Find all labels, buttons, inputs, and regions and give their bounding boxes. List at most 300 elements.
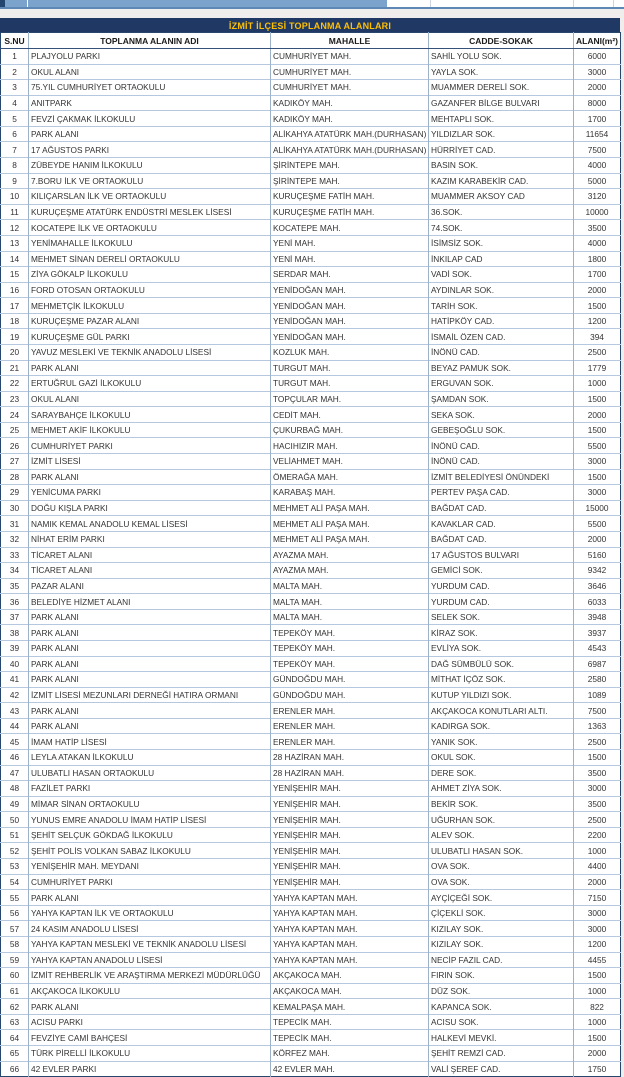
cell-cadde: DAĞ SÜMBÜLÜ SOK. [429, 656, 574, 672]
cell-cadde: KİRAZ SOK. [429, 625, 574, 641]
cell-area: 2000 [574, 282, 621, 298]
cell-sno: 19 [1, 329, 29, 345]
table-body [1, 49, 621, 1077]
cell-sno: 38 [1, 625, 29, 641]
cell-mahalle: ERENLER MAH. [271, 703, 429, 719]
table-row [1, 1046, 621, 1062]
cell-area: 1700 [574, 111, 621, 127]
table-row [1, 750, 621, 766]
cell-area: 6033 [574, 594, 621, 610]
cell-mahalle: YAHYA KAPTAN MAH. [271, 905, 429, 921]
cell-sno: 30 [1, 500, 29, 516]
cell-name: OKUL ALANI [29, 391, 271, 407]
cell-mahalle: TEPEKÖY MAH. [271, 625, 429, 641]
cell-mahalle: YENİ MAH. [271, 235, 429, 251]
cell-sno: 14 [1, 251, 29, 267]
table-row [1, 656, 621, 672]
cell-cadde: DÜZ SOK. [429, 983, 574, 999]
cell-area: 3120 [574, 189, 621, 205]
cell-area: 1089 [574, 687, 621, 703]
table-row [1, 111, 621, 127]
table-row [1, 516, 621, 532]
cell-mahalle: 42 EVLER MAH. [271, 1061, 429, 1077]
cell-mahalle: KADIKÖY MAH. [271, 111, 429, 127]
cell-name: ULUBATLI HASAN ORTAOKULU [29, 765, 271, 781]
cell-area: 10000 [574, 204, 621, 220]
cell-mahalle: TEPEKÖY MAH. [271, 656, 429, 672]
table-row [1, 812, 621, 828]
cell-sno: 23 [1, 391, 29, 407]
cell-sno: 44 [1, 718, 29, 734]
cell-area: 2000 [574, 407, 621, 423]
cell-sno: 11 [1, 204, 29, 220]
cell-cadde: GEBEŞOĞLU SOK. [429, 422, 574, 438]
cell-cadde: PERTEV PAŞA CAD. [429, 485, 574, 501]
table-row [1, 734, 621, 750]
cell-mahalle: MALTA MAH. [271, 578, 429, 594]
cell-area: 1500 [574, 1030, 621, 1046]
cell-sno: 25 [1, 422, 29, 438]
cell-area: 2580 [574, 672, 621, 688]
cell-sno: 57 [1, 921, 29, 937]
cell-area: 3000 [574, 454, 621, 470]
table-row [1, 718, 621, 734]
cell-cadde: 17 AĞUSTOS BULVARI [429, 547, 574, 563]
cell-sno: 39 [1, 640, 29, 656]
cell-cadde: ACISU SOK. [429, 1014, 574, 1030]
cell-mahalle: YENİŞEHİR MAH. [271, 812, 429, 828]
cell-area: 5500 [574, 516, 621, 532]
cell-cadde: AYÇİÇEĞİ SOK. [429, 890, 574, 906]
cell-cadde: ÇİÇEKLİ SOK. [429, 905, 574, 921]
cell-mahalle: YENİDOĞAN MAH. [271, 282, 429, 298]
cell-cadde: OVA SOK. [429, 859, 574, 875]
table-row [1, 298, 621, 314]
table-row [1, 360, 621, 376]
cell-mahalle: TEPECİK MAH. [271, 1030, 429, 1046]
cell-mahalle: YENİDOĞAN MAH. [271, 329, 429, 345]
cell-cadde: ULUBATLI HASAN SOK. [429, 843, 574, 859]
cell-area: 9342 [574, 563, 621, 579]
cell-name: LEYLA ATAKAN İLKOKULU [29, 750, 271, 766]
table-row [1, 563, 621, 579]
cell-area: 1200 [574, 936, 621, 952]
cell-cadde: İZMİT BELEDİYESİ ÖNÜNDEKİ [429, 469, 574, 485]
cell-area: 6000 [574, 49, 621, 65]
cell-name: PARK ALANI [29, 656, 271, 672]
table-row [1, 781, 621, 797]
cell-sno: 22 [1, 376, 29, 392]
table-row [1, 765, 621, 781]
table-row [1, 173, 621, 189]
cell-sno: 12 [1, 220, 29, 236]
cell-cadde: İNÖNÜ CAD. [429, 344, 574, 360]
cell-name: MEHMET SİNAN DERELİ ORTAOKULU [29, 251, 271, 267]
cell-mahalle: 28 HAZİRAN MAH. [271, 765, 429, 781]
cell-name: YAHYA KAPTAN ANADOLU LİSESİ [29, 952, 271, 968]
table-row [1, 235, 621, 251]
cell-mahalle: MALTA MAH. [271, 594, 429, 610]
cell-cadde: KAVAKLAR CAD. [429, 516, 574, 532]
cell-mahalle: CEDİT MAH. [271, 407, 429, 423]
cell-cadde: MUAMMER DERELİ SOK. [429, 80, 574, 96]
cell-name: NAMIK KEMAL ANADOLU KEMAL LİSESİ [29, 516, 271, 532]
table-row [1, 936, 621, 952]
cell-sno: 8 [1, 158, 29, 174]
cell-name: 7.BORU İLK VE ORTAOKULU [29, 173, 271, 189]
cell-area: 3000 [574, 64, 621, 80]
cell-name: PARK ALANI [29, 469, 271, 485]
cell-sno: 7 [1, 142, 29, 158]
cell-cadde: VADİ SOK. [429, 267, 574, 283]
cell-area: 4543 [574, 640, 621, 656]
cell-sno: 21 [1, 360, 29, 376]
cell-name: YAHYA KAPTAN MESLEKİ VE TEKNİK ANADOLU LİSESİ [29, 936, 271, 952]
cell-area: 4000 [574, 158, 621, 174]
cell-name: İZMİT LİSESİ [29, 454, 271, 470]
table-row [1, 49, 621, 65]
cell-sno: 64 [1, 1030, 29, 1046]
cell-sno: 29 [1, 485, 29, 501]
column-header-mahalle: MAHALLE [271, 33, 429, 49]
cell-mahalle: YENİ MAH. [271, 251, 429, 267]
table-row [1, 843, 621, 859]
cell-area: 2000 [574, 531, 621, 547]
cell-sno: 1 [1, 49, 29, 65]
cell-name: 75.YIL CUMHURİYET ORTAOKULU [29, 80, 271, 96]
cell-area: 1500 [574, 391, 621, 407]
cell-mahalle: YENİDOĞAN MAH. [271, 298, 429, 314]
cell-mahalle: KOCATEPE MAH. [271, 220, 429, 236]
cell-name: ŞEHİT POLİS VOLKAN SABAZ İLKOKULU [29, 843, 271, 859]
cell-mahalle: SERDAR MAH. [271, 267, 429, 283]
table-row [1, 282, 621, 298]
table-row [1, 64, 621, 80]
cell-area: 4400 [574, 859, 621, 875]
cell-mahalle: YAHYA KAPTAN MAH. [271, 936, 429, 952]
cell-area: 1500 [574, 750, 621, 766]
cell-mahalle: ALİKAHYA ATATÜRK MAH.(DURHASAN) [271, 126, 429, 142]
cell-mahalle: TURGUT MAH. [271, 376, 429, 392]
table-row [1, 1014, 621, 1030]
cell-cadde: KAPANCA SOK. [429, 999, 574, 1015]
cell-area: 3000 [574, 921, 621, 937]
cell-sno: 49 [1, 796, 29, 812]
table-row [1, 999, 621, 1015]
table-row [1, 1030, 621, 1046]
cell-cadde: YURDUM CAD. [429, 578, 574, 594]
selected-cells-band [0, 0, 387, 7]
cell-name: PAZAR ALANI [29, 578, 271, 594]
cell-area: 15000 [574, 500, 621, 516]
cell-name: FEVZİ ÇAKMAK İLKOKULU [29, 111, 271, 127]
cell-cadde: KIZILAY SOK. [429, 921, 574, 937]
cropped-spreadsheet-row [0, 0, 624, 9]
cell-mahalle: KÖRFEZ MAH. [271, 1046, 429, 1062]
cell-sno: 53 [1, 859, 29, 875]
table-row [1, 968, 621, 984]
table-row [1, 859, 621, 875]
cell-cadde: AHMET ZİYA SOK. [429, 781, 574, 797]
cell-mahalle: AYAZMA MAH. [271, 563, 429, 579]
cell-name: PARK ALANI [29, 640, 271, 656]
cell-sno: 27 [1, 454, 29, 470]
table-row [1, 422, 621, 438]
cell-cadde: SAHİL YOLU SOK. [429, 49, 574, 65]
cell-mahalle: KOZLUK MAH. [271, 344, 429, 360]
assembly-areas-table [0, 18, 620, 1077]
cell-name: PARK ALANI [29, 360, 271, 376]
cell-name: AKÇAKOCA İLKOKULU [29, 983, 271, 999]
cell-area: 5500 [574, 438, 621, 454]
cell-sno: 54 [1, 874, 29, 890]
cell-mahalle: GÜNDOĞDU MAH. [271, 672, 429, 688]
cell-mahalle: ALİKAHYA ATATÜRK MAH.(DURHASAN) [271, 142, 429, 158]
cell-area: 3500 [574, 796, 621, 812]
cell-cadde: KUTUP YILDIZI SOK. [429, 687, 574, 703]
cell-sno: 66 [1, 1061, 29, 1077]
cell-sno: 5 [1, 111, 29, 127]
cell-name: YAVUZ MESLEKİ VE TEKNİK ANADOLU LİSESİ [29, 344, 271, 360]
cell-mahalle: TEPECİK MAH. [271, 1014, 429, 1030]
table-row [1, 95, 621, 111]
cell-cadde: MEHTAPLI SOK. [429, 111, 574, 127]
cell-area: 1500 [574, 298, 621, 314]
cell-cadde: GEMİCİ SOK. [429, 563, 574, 579]
cell-sno: 9 [1, 173, 29, 189]
table-row [1, 547, 621, 563]
cell-sno: 61 [1, 983, 29, 999]
cell-sno: 13 [1, 235, 29, 251]
table-row [1, 796, 621, 812]
cell-mahalle: HACIHIZIR MAH. [271, 438, 429, 454]
cell-name: 24 KASIM ANADOLU LİSESİ [29, 921, 271, 937]
cell-sno: 43 [1, 703, 29, 719]
table-title: İZMİT İLÇESİ TOPLANMA ALANLARI [0, 18, 620, 32]
cell-area: 1500 [574, 422, 621, 438]
table-row [1, 376, 621, 392]
cell-mahalle: KEMALPAŞA MAH. [271, 999, 429, 1015]
cell-name: FORD OTOSAN ORTAOKULU [29, 282, 271, 298]
table-row [1, 905, 621, 921]
cell-sno: 37 [1, 609, 29, 625]
cell-name: TÜRK PİRELLİ İLKOKULU [29, 1046, 271, 1062]
table-row [1, 329, 621, 345]
cell-cadde: YANIK SOK. [429, 734, 574, 750]
cell-sno: 15 [1, 267, 29, 283]
sheet-gridline [613, 0, 614, 7]
cell-cadde: OVA SOK. [429, 874, 574, 890]
cell-name: NİHAT ERİM PARKI [29, 531, 271, 547]
cell-sno: 35 [1, 578, 29, 594]
cell-sno: 40 [1, 656, 29, 672]
table-row [1, 469, 621, 485]
cell-sno: 34 [1, 563, 29, 579]
sheet-gridline [573, 0, 574, 7]
table-row [1, 531, 621, 547]
table-row [1, 251, 621, 267]
table-row [1, 640, 621, 656]
cell-sno: 63 [1, 1014, 29, 1030]
column-header-name: TOPLANMA ALANIN ADI [29, 33, 271, 49]
cell-cadde: İNÖNÜ CAD. [429, 454, 574, 470]
cell-cadde: 36.SOK. [429, 204, 574, 220]
cell-mahalle: YENİŞEHİR MAH. [271, 827, 429, 843]
cell-mahalle: YAHYA KAPTAN MAH. [271, 921, 429, 937]
cell-name: TİCARET ALANI [29, 563, 271, 579]
cell-mahalle: TOPÇULAR MAH. [271, 391, 429, 407]
table-row [1, 126, 621, 142]
cell-name: YENİCUMA PARKI [29, 485, 271, 501]
cell-cadde: GAZANFER BİLGE BULVARI [429, 95, 574, 111]
cell-area: 2500 [574, 344, 621, 360]
cell-mahalle: KURUÇEŞME FATİH MAH. [271, 189, 429, 205]
cell-area: 6987 [574, 656, 621, 672]
cell-area: 11654 [574, 126, 621, 142]
cell-mahalle: YENİŞEHİR MAH. [271, 874, 429, 890]
cell-name: OKUL ALANI [29, 64, 271, 80]
cell-cadde: BEYAZ PAMUK SOK. [429, 360, 574, 376]
cell-area: 1000 [574, 843, 621, 859]
cell-sno: 56 [1, 905, 29, 921]
table-row [1, 1061, 621, 1077]
table-row [1, 672, 621, 688]
cell-sno: 16 [1, 282, 29, 298]
cell-cadde: HATİPKÖY CAD. [429, 313, 574, 329]
cell-sno: 47 [1, 765, 29, 781]
cell-name: ZİYA GÖKALP İLKOKULU [29, 267, 271, 283]
cell-area: 2000 [574, 1046, 621, 1062]
cell-cadde: EVLİYA SOK. [429, 640, 574, 656]
cell-area: 3000 [574, 905, 621, 921]
cell-name: KURUÇEŞME GÜL PARKI [29, 329, 271, 345]
cell-area: 1800 [574, 251, 621, 267]
cell-area: 2000 [574, 80, 621, 96]
cell-cadde: DERE SOK. [429, 765, 574, 781]
cell-name: DOĞU KIŞLA PARKI [29, 500, 271, 516]
cell-area: 3948 [574, 609, 621, 625]
table-row [1, 220, 621, 236]
cell-area: 3937 [574, 625, 621, 641]
cell-sno: 46 [1, 750, 29, 766]
cell-area: 1500 [574, 469, 621, 485]
table-row [1, 625, 621, 641]
cell-sno: 10 [1, 189, 29, 205]
cell-sno: 4 [1, 95, 29, 111]
cell-area: 2200 [574, 827, 621, 843]
cell-name: KILIÇARSLAN İLK VE ORTAOKULU [29, 189, 271, 205]
cell-name: KOCATEPE İLK VE ORTAOKULU [29, 220, 271, 236]
cell-name: FEVZİYE CAMİ BAHÇESİ [29, 1030, 271, 1046]
cell-cadde: SEKA SOK. [429, 407, 574, 423]
cell-sno: 48 [1, 781, 29, 797]
cell-mahalle: YENİŞEHİR MAH. [271, 843, 429, 859]
table-row [1, 578, 621, 594]
column-header-area: ALANI(m²) [574, 33, 621, 49]
cell-sno: 58 [1, 936, 29, 952]
cell-cadde: MUAMMER AKSOY CAD [429, 189, 574, 205]
cell-cadde: OKUL SOK. [429, 750, 574, 766]
cell-cadde: AYDINLAR SOK. [429, 282, 574, 298]
table-row [1, 609, 621, 625]
cell-sno: 28 [1, 469, 29, 485]
cell-sno: 51 [1, 827, 29, 843]
cell-name: ACISU PARKI [29, 1014, 271, 1030]
cell-name: YENİMAHALLE İLKOKULU [29, 235, 271, 251]
table-row [1, 827, 621, 843]
table-row [1, 142, 621, 158]
cell-mahalle: CUMHURİYET MAH. [271, 80, 429, 96]
cell-mahalle: AYAZMA MAH. [271, 547, 429, 563]
cell-mahalle: YENİDOĞAN MAH. [271, 313, 429, 329]
cell-mahalle: YENİŞEHİR MAH. [271, 781, 429, 797]
cell-area: 2000 [574, 874, 621, 890]
cell-name: TİCARET ALANI [29, 547, 271, 563]
cell-cadde: KIZILAY SOK. [429, 936, 574, 952]
cell-name: KURUÇEŞME ATATÜRK ENDÜSTRİ MESLEK LİSESİ [29, 204, 271, 220]
cell-mahalle: MEHMET ALİ PAŞA MAH. [271, 516, 429, 532]
table-row [1, 874, 621, 890]
cell-cadde: NECİP FAZIL CAD. [429, 952, 574, 968]
cell-name: 42 EVLER PARKI [29, 1061, 271, 1077]
cell-area: 7500 [574, 142, 621, 158]
cell-cadde: ERGUVAN SOK. [429, 376, 574, 392]
cell-mahalle: MEHMET ALİ PAŞA MAH. [271, 531, 429, 547]
table-row [1, 438, 621, 454]
cell-name: PARK ALANI [29, 890, 271, 906]
cell-cadde: YAYLA SOK. [429, 64, 574, 80]
cell-area: 394 [574, 329, 621, 345]
cell-name: PARK ALANI [29, 999, 271, 1015]
cell-cadde: İNÖNÜ CAD. [429, 438, 574, 454]
cell-name: YENİŞEHİR MAH. MEYDANI [29, 859, 271, 875]
cell-name: MEHMETÇİK İLKOKULU [29, 298, 271, 314]
cell-cadde: İSMAİL ÖZEN CAD. [429, 329, 574, 345]
column-header-sno: S.NU [1, 33, 29, 49]
cell-area: 1000 [574, 983, 621, 999]
cell-cadde: MİTHAT İÇÖZ SOK. [429, 672, 574, 688]
cell-mahalle: CUMHURİYET MAH. [271, 49, 429, 65]
table-row [1, 267, 621, 283]
cell-name: PLAJYOLU PARKI [29, 49, 271, 65]
cell-area: 1700 [574, 267, 621, 283]
cell-area: 7500 [574, 703, 621, 719]
cell-sno: 42 [1, 687, 29, 703]
cell-cadde: TARİH SOK. [429, 298, 574, 314]
cell-area: 8000 [574, 95, 621, 111]
cell-sno: 32 [1, 531, 29, 547]
cell-name: PARK ALANI [29, 625, 271, 641]
table-row [1, 158, 621, 174]
cell-sno: 41 [1, 672, 29, 688]
cell-sno: 59 [1, 952, 29, 968]
cell-area: 4455 [574, 952, 621, 968]
cell-mahalle: YENİŞEHİR MAH. [271, 859, 429, 875]
cell-mahalle: KARABAŞ MAH. [271, 485, 429, 501]
cell-area: 7150 [574, 890, 621, 906]
table-row [1, 189, 621, 205]
cell-name: PARK ALANI [29, 126, 271, 142]
cell-area: 4000 [574, 235, 621, 251]
cell-cadde: HALKEVİ MEVKİ. [429, 1030, 574, 1046]
cell-area: 3500 [574, 220, 621, 236]
cell-sno: 45 [1, 734, 29, 750]
table-row [1, 952, 621, 968]
cell-name: YAHYA KAPTAN İLK VE ORTAOKULU [29, 905, 271, 921]
table-row [1, 687, 621, 703]
cell-mahalle: ŞİRİNTEPE MAH. [271, 173, 429, 189]
cell-cadde: VALİ ŞEREF CAD. [429, 1061, 574, 1077]
